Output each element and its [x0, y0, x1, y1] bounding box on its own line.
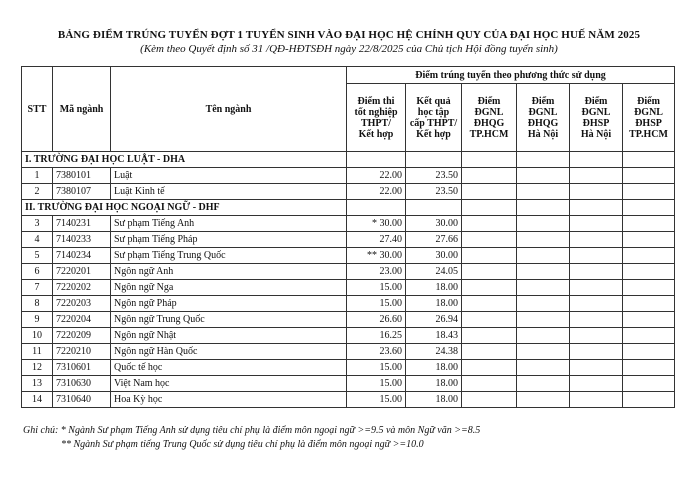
empty-cell [462, 264, 517, 280]
empty-cell [623, 392, 675, 408]
hoc-ba-score-cell: 18.00 [406, 360, 462, 376]
stt-cell: 9 [22, 312, 53, 328]
empty-cell [517, 392, 570, 408]
empty-cell [570, 344, 623, 360]
header-method-col [517, 84, 570, 152]
empty-cell [623, 184, 675, 200]
hoc-ba-score-cell: 30.00 [406, 248, 462, 264]
thpt-score-cell: 26.60 [347, 312, 406, 328]
header-method-line: Kết hợp [358, 128, 394, 140]
empty-cell [570, 280, 623, 296]
stt-cell: 2 [22, 184, 53, 200]
thpt-score-cell: 15.00 [347, 392, 406, 408]
empty-cell [462, 392, 517, 408]
thpt-score-cell: 15.00 [347, 280, 406, 296]
table-row [22, 184, 675, 200]
empty-cell [570, 312, 623, 328]
header-method-line: ĐHSP [582, 117, 610, 129]
thpt-score-cell: 23.60 [347, 344, 406, 360]
empty-cell [517, 168, 570, 184]
table-row [22, 216, 675, 232]
hoc-ba-score-cell: 18.00 [406, 296, 462, 312]
table-row [22, 168, 675, 184]
document-subtitle: (Kèm theo Quyết định số 31 /QĐ-HĐTSĐH ngày 22/8/2025 của Chủ tịch Hội đồng tuyển sinh) [140, 43, 558, 55]
header-method-line: TP.HCM [629, 128, 668, 140]
header-method-line: ĐHQG [473, 117, 505, 129]
empty-cell [570, 200, 623, 216]
empty-cell [462, 344, 517, 360]
section-name: I. TRƯỜNG ĐẠI HỌC LUẬT - DHA [22, 152, 347, 168]
header-method-line: Điểm thi [357, 95, 395, 107]
empty-cell [462, 280, 517, 296]
table-row [22, 344, 675, 360]
hoc-ba-score-cell: 18.43 [406, 328, 462, 344]
empty-cell [570, 216, 623, 232]
empty-cell [406, 152, 462, 168]
header-ma-nganh: Mã ngành [53, 67, 111, 152]
ma-nganh-cell: 7310640 [53, 392, 111, 408]
stt-cell: 1 [22, 168, 53, 184]
empty-cell [623, 152, 675, 168]
ten-nganh-cell: Ngôn ngữ Nga [111, 280, 347, 296]
thpt-score-cell: 15.00 [347, 296, 406, 312]
empty-cell [517, 376, 570, 392]
table-row [22, 392, 675, 408]
notes [23, 424, 480, 452]
ma-nganh-cell: 7140231 [53, 216, 111, 232]
header-method-col [347, 84, 406, 152]
ma-nganh-cell: 7380101 [53, 168, 111, 184]
empty-cell [623, 312, 675, 328]
empty-cell [406, 200, 462, 216]
empty-cell [517, 264, 570, 280]
ten-nganh-cell: Ngôn ngữ Pháp [111, 296, 347, 312]
header-ten-nganh: Tên ngành [111, 67, 347, 152]
ma-nganh-cell: 7220209 [53, 328, 111, 344]
empty-cell [462, 152, 517, 168]
ma-nganh-cell: 7220201 [53, 264, 111, 280]
header-method-line: học tập [417, 106, 450, 118]
empty-cell [462, 248, 517, 264]
stt-cell: 5 [22, 248, 53, 264]
header-method-line: tốt nghiệp [354, 106, 398, 118]
ma-nganh-cell: 7310630 [53, 376, 111, 392]
empty-cell [462, 216, 517, 232]
table-row [22, 280, 675, 296]
ma-nganh-cell: 7140234 [53, 248, 111, 264]
stt-cell: 12 [22, 360, 53, 376]
empty-cell [623, 344, 675, 360]
note-2: ** Ngành Sư phạm tiếng Trung Quốc sử dụng tiêu chí phụ là điểm môn ngoại ngữ >=10.0 [61, 439, 424, 450]
empty-cell [623, 168, 675, 184]
ma-nganh-cell: 7220203 [53, 296, 111, 312]
ma-nganh-cell: 7380107 [53, 184, 111, 200]
hoc-ba-score-cell: 26.94 [406, 312, 462, 328]
header-method-line: Điểm [637, 95, 660, 107]
empty-cell [517, 200, 570, 216]
admission-score-table [21, 66, 675, 408]
header-method-line: Điểm [477, 95, 501, 107]
ma-nganh-cell: 7140233 [53, 232, 111, 248]
stt-cell: 10 [22, 328, 53, 344]
empty-cell [462, 376, 517, 392]
note-1: Ghi chú: * Ngành Sư phạm Tiếng Anh sử dụng tiêu chí phụ là điểm môn ngoại ngữ >=9.5 và môn Ngữ văn >=8.5 [23, 425, 481, 436]
empty-cell [517, 216, 570, 232]
empty-cell [623, 216, 675, 232]
header-method-group: Điểm trúng tuyển theo phương thức sử dụng [347, 67, 675, 84]
hoc-ba-score-cell: 23.50 [406, 184, 462, 200]
stt-cell: 8 [22, 296, 53, 312]
hoc-ba-score-cell: 27.66 [406, 232, 462, 248]
table-row [22, 296, 675, 312]
empty-cell [570, 232, 623, 248]
header-method-line: ĐHSP [635, 117, 662, 129]
ten-nganh-cell: Quốc tế học [111, 360, 347, 376]
header-method-line: ĐGNL [581, 106, 611, 118]
empty-cell [570, 152, 623, 168]
empty-cell [623, 376, 675, 392]
empty-cell [347, 152, 406, 168]
ten-nganh-cell: Hoa Kỳ học [111, 392, 347, 408]
section-name: II. TRƯỜNG ĐẠI HỌC NGOẠI NGỮ - DHF [22, 200, 347, 216]
hoc-ba-score-cell: 30.00 [406, 216, 462, 232]
empty-cell [570, 328, 623, 344]
empty-cell [623, 232, 675, 248]
ten-nganh-cell: Ngôn ngữ Hàn Quốc [111, 344, 347, 360]
header-method-line: Hà Nội [527, 128, 559, 140]
ten-nganh-cell: Ngôn ngữ Trung Quốc [111, 312, 347, 328]
header-method-line: Kết hợp [416, 128, 451, 140]
table-row [22, 248, 675, 264]
header-method-line: ĐGNL [528, 106, 558, 118]
header-method-col [570, 84, 623, 152]
empty-cell [517, 232, 570, 248]
header-method-line: ĐGNL [474, 106, 504, 118]
empty-cell [517, 312, 570, 328]
header-method-line: TP.HCM [469, 128, 509, 140]
hoc-ba-score-cell: 24.05 [406, 264, 462, 280]
empty-cell [570, 248, 623, 264]
ma-nganh-cell: 7220204 [53, 312, 111, 328]
header-method-line: ĐHQG [527, 117, 559, 129]
table-row [22, 328, 675, 344]
empty-cell [347, 200, 406, 216]
header-method-line: Hà Nội [580, 128, 612, 140]
thpt-score-cell: 22.00 [347, 184, 406, 200]
empty-cell [570, 168, 623, 184]
thpt-score-cell: * 30.00 [347, 216, 406, 232]
empty-cell [570, 184, 623, 200]
thpt-score-cell: 15.00 [347, 376, 406, 392]
stt-cell: 7 [22, 280, 53, 296]
header-method-line: cấp THPT/ [409, 117, 458, 129]
ten-nganh-cell: Ngôn ngữ Nhật [111, 328, 347, 344]
empty-cell [462, 232, 517, 248]
empty-cell [570, 296, 623, 312]
empty-cell [517, 344, 570, 360]
document-title: BẢNG ĐIỂM TRÚNG TUYỂN ĐỢT 1 TUYỂN SINH VÀO ĐẠI HỌC HỆ CHÍNH QUY CỦA ĐẠI HỌC HUẾ NĂM 2025 [57, 29, 641, 41]
empty-cell [462, 312, 517, 328]
thpt-score-cell: 16.25 [347, 328, 406, 344]
empty-cell [462, 168, 517, 184]
empty-cell [517, 248, 570, 264]
empty-cell [462, 184, 517, 200]
header-method-line: THPT/ [360, 117, 391, 129]
empty-cell [623, 280, 675, 296]
stt-cell: 3 [22, 216, 53, 232]
ma-nganh-cell: 7220202 [53, 280, 111, 296]
table-row [22, 312, 675, 328]
thpt-score-cell: 15.00 [347, 360, 406, 376]
empty-cell [462, 360, 517, 376]
thpt-score-cell: 23.00 [347, 264, 406, 280]
empty-cell [517, 360, 570, 376]
empty-cell [517, 184, 570, 200]
header-method-line: Điểm [531, 95, 555, 107]
empty-cell [623, 296, 675, 312]
empty-cell [462, 328, 517, 344]
table-row [22, 360, 675, 376]
ten-nganh-cell: Luật [111, 168, 347, 184]
empty-cell [462, 296, 517, 312]
empty-cell [570, 392, 623, 408]
header-method-col [462, 84, 517, 152]
header-method-line: Kết quả [416, 95, 451, 107]
section-row [22, 200, 675, 216]
empty-cell [517, 280, 570, 296]
hoc-ba-score-cell: 18.00 [406, 376, 462, 392]
hoc-ba-score-cell: 18.00 [406, 280, 462, 296]
ten-nganh-cell: Luật Kinh tế [111, 184, 347, 200]
ten-nganh-cell: Sư phạm Tiếng Trung Quốc [111, 248, 347, 264]
ten-nganh-cell: Ngôn ngữ Anh [111, 264, 347, 280]
thpt-score-cell: 22.00 [347, 168, 406, 184]
empty-cell [570, 264, 623, 280]
ten-nganh-cell: Việt Nam học [111, 376, 347, 392]
header-method-line: ĐGNL [634, 106, 663, 118]
header-stt: STT [22, 67, 53, 152]
header-method-col [406, 84, 462, 152]
table-row [22, 264, 675, 280]
hoc-ba-score-cell: 24.38 [406, 344, 462, 360]
empty-cell [570, 360, 623, 376]
ma-nganh-cell: 7220210 [53, 344, 111, 360]
empty-cell [623, 328, 675, 344]
header-method-line: Điểm [584, 95, 608, 107]
table-row [22, 232, 675, 248]
thpt-score-cell: ** 30.00 [347, 248, 406, 264]
hoc-ba-score-cell: 23.50 [406, 168, 462, 184]
empty-cell [623, 200, 675, 216]
stt-cell: 13 [22, 376, 53, 392]
stt-cell: 4 [22, 232, 53, 248]
thpt-score-cell: 27.40 [347, 232, 406, 248]
ten-nganh-cell: Sư phạm Tiếng Anh [111, 216, 347, 232]
empty-cell [623, 360, 675, 376]
header-method-col [623, 84, 675, 152]
empty-cell [517, 328, 570, 344]
stt-cell: 11 [22, 344, 53, 360]
empty-cell [462, 200, 517, 216]
empty-cell [570, 376, 623, 392]
section-row [22, 152, 675, 168]
empty-cell [517, 296, 570, 312]
empty-cell [623, 264, 675, 280]
ten-nganh-cell: Sư phạm Tiếng Pháp [111, 232, 347, 248]
hoc-ba-score-cell: 18.00 [406, 392, 462, 408]
table-row [22, 376, 675, 392]
ma-nganh-cell: 7310601 [53, 360, 111, 376]
stt-cell: 6 [22, 264, 53, 280]
stt-cell: 14 [22, 392, 53, 408]
empty-cell [517, 152, 570, 168]
empty-cell [623, 248, 675, 264]
